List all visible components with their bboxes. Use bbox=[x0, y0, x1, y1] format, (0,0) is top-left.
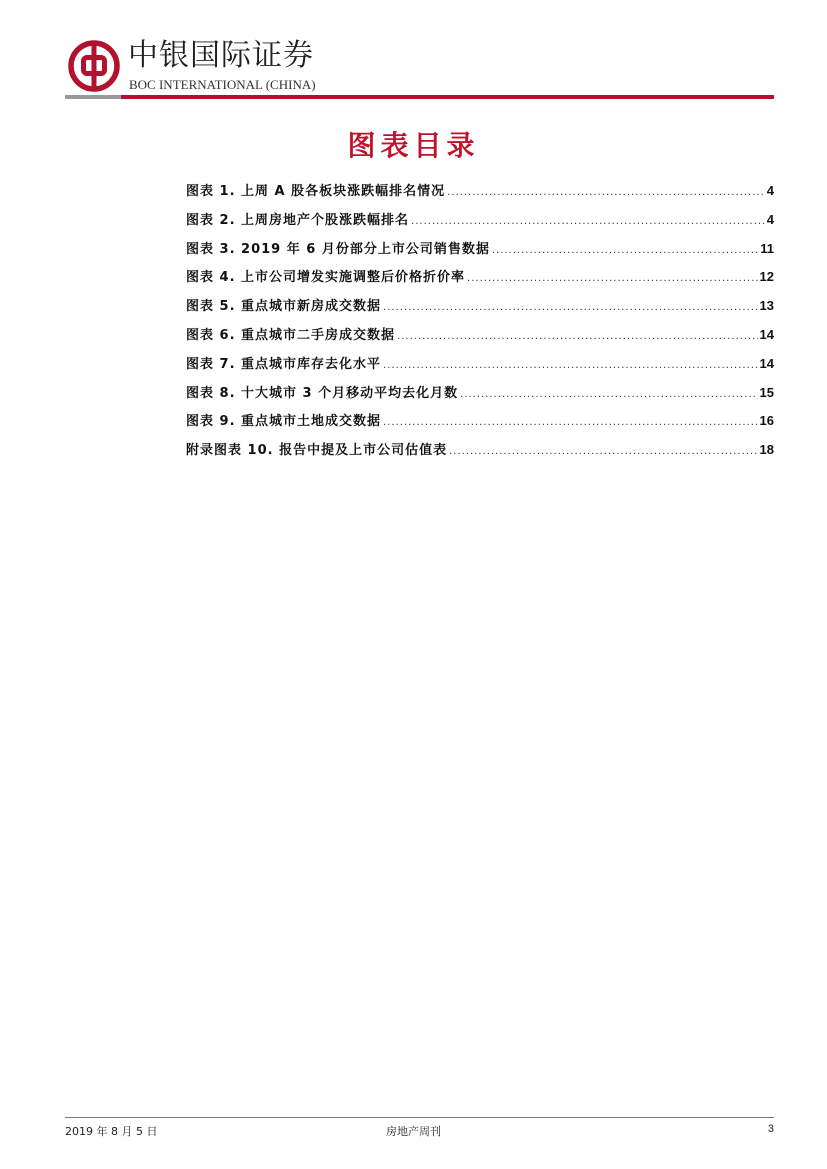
toc-entry-label: 图表 5. 重点城市新房成交数据 bbox=[186, 299, 382, 315]
boc-logo-icon bbox=[68, 40, 120, 92]
toc-entry-label: 图表 2. 上周房地产个股涨跌幅排名 bbox=[186, 212, 410, 228]
toc-entry-page: 14 bbox=[759, 326, 774, 342]
toc-dot-leader bbox=[397, 332, 757, 342]
toc-dot-leader bbox=[467, 274, 757, 284]
toc-entry-page: 16 bbox=[759, 413, 774, 429]
toc-dot-leader bbox=[383, 418, 757, 428]
toc-entry-page: 18 bbox=[759, 442, 774, 458]
toc-entry[interactable] bbox=[186, 209, 774, 238]
toc-dot-leader bbox=[449, 447, 757, 457]
toc-entry-page: 14 bbox=[759, 355, 774, 371]
toc-entry-label: 图表 3. 2019 年 6 月份部分上市公司销售数据 bbox=[186, 241, 490, 257]
toc-entry-page: 11 bbox=[760, 240, 774, 256]
footer-date: 2019 年 8 月 5 日 bbox=[65, 1125, 158, 1138]
toc-entry-label: 图表 1. 上周 A 股各板块涨跌幅排名情况 bbox=[186, 184, 446, 199]
toc-entry[interactable] bbox=[186, 238, 774, 267]
toc-entry-page: 4 bbox=[766, 211, 774, 227]
header-divider-gray bbox=[65, 95, 121, 99]
toc-entry[interactable] bbox=[186, 180, 774, 209]
toc-title: 图表目录 bbox=[347, 129, 480, 162]
toc-entry[interactable] bbox=[186, 353, 774, 382]
toc-entry[interactable] bbox=[186, 410, 774, 439]
toc-entry[interactable] bbox=[186, 266, 774, 295]
toc-entry-label: 图表 4. 上市公司增发实施调整后价格折价率 bbox=[186, 270, 466, 286]
toc-dot-leader bbox=[460, 390, 757, 400]
header-divider-red bbox=[121, 95, 774, 99]
toc-entry[interactable] bbox=[186, 439, 774, 468]
toc-entry[interactable] bbox=[186, 295, 774, 324]
toc-entry-page: 15 bbox=[759, 384, 774, 400]
toc-list bbox=[186, 180, 774, 468]
footer-publication: 房地产周刊 bbox=[386, 1125, 441, 1138]
header-divider bbox=[65, 94, 774, 100]
toc-dot-leader bbox=[492, 246, 758, 256]
toc-entry-page: 12 bbox=[759, 269, 774, 285]
toc-dot-leader bbox=[383, 361, 757, 371]
footer-page-number: 3 bbox=[767, 1123, 774, 1135]
toc-dot-leader bbox=[411, 217, 765, 227]
toc-entry-label: 图表 9. 重点城市土地成交数据 bbox=[186, 414, 382, 430]
toc-entry[interactable] bbox=[186, 382, 774, 411]
toc-entry-label: 附录图表 10. 报告中提及上市公司估值表 bbox=[186, 443, 448, 459]
toc-entry-label: 图表 7. 重点城市库存去化水平 bbox=[186, 356, 382, 372]
brand-name-cn: 中银国际证券 bbox=[128, 38, 314, 73]
toc-entry-label: 图表 6. 重点城市二手房成交数据 bbox=[186, 327, 396, 343]
toc-dot-leader bbox=[447, 188, 765, 198]
toc-entry-page: 4 bbox=[766, 183, 774, 198]
toc-entry-label: 图表 8. 十大城市 3 个月移动平均去化月数 bbox=[186, 385, 459, 401]
toc-dot-leader bbox=[383, 303, 757, 313]
toc-entry-page: 13 bbox=[759, 298, 774, 314]
toc-entry[interactable] bbox=[186, 324, 774, 353]
footer-divider bbox=[65, 1117, 774, 1118]
brand-name-en: BOC INTERNATIONAL (CHINA) bbox=[129, 77, 316, 92]
